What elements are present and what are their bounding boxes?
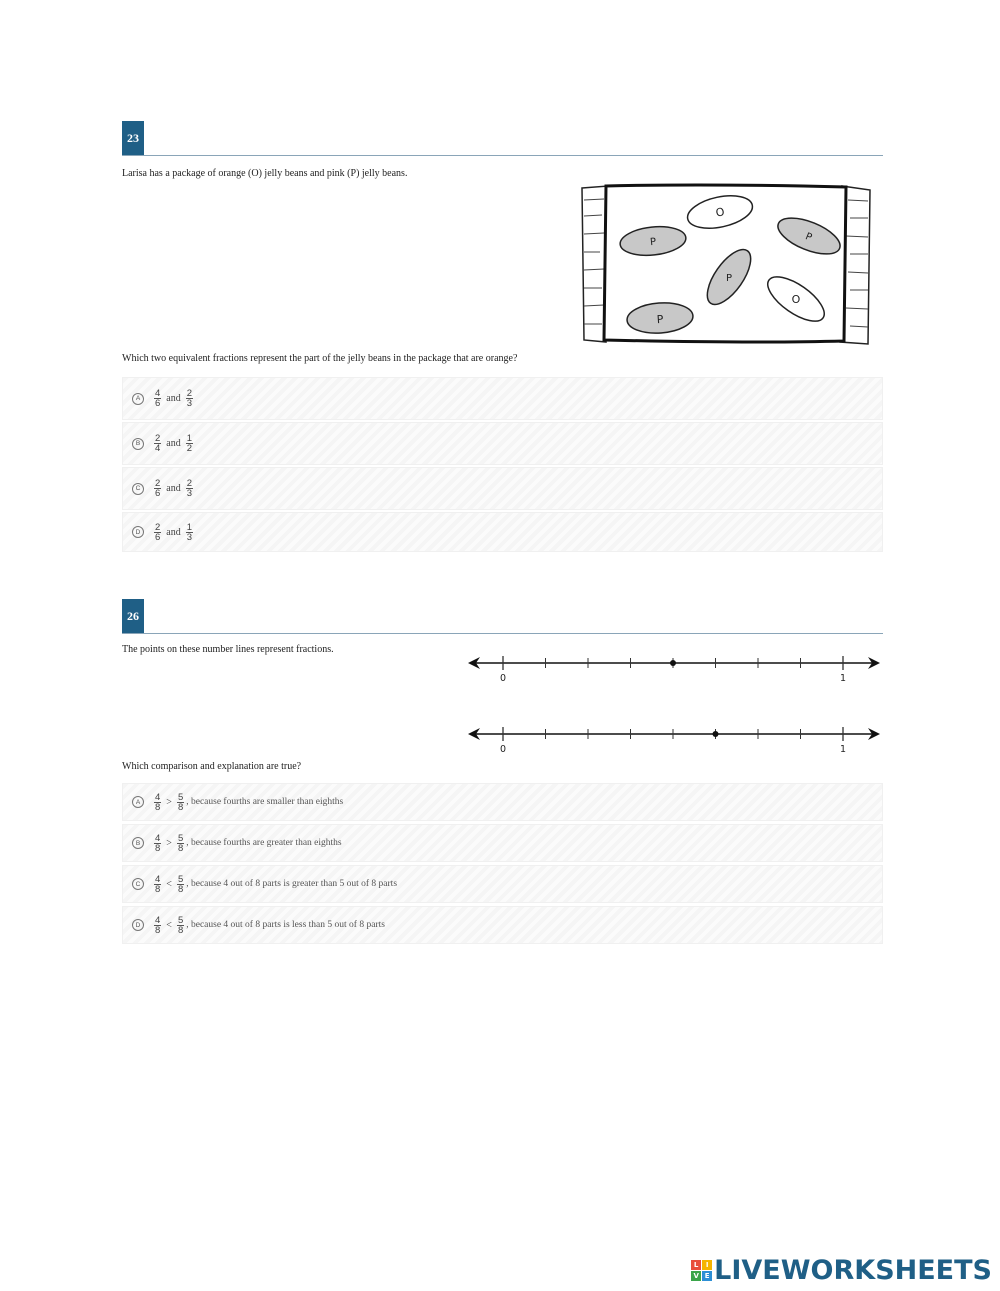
and-text: and bbox=[166, 526, 181, 538]
option-letter: D bbox=[132, 526, 144, 538]
fraction: $\frac{4}{8}$ bbox=[155, 914, 161, 936]
answer-option-c[interactable] bbox=[122, 467, 883, 510]
fraction: $\frac{2}{3}$ bbox=[186, 478, 193, 499]
number-line-point bbox=[713, 731, 719, 737]
option-letter: B bbox=[132, 837, 144, 849]
answer-option-a[interactable] bbox=[122, 377, 883, 420]
bean-label: P bbox=[725, 273, 733, 284]
fraction: $\frac{2}{6}$ bbox=[155, 521, 161, 543]
number-line-end-label: 1 bbox=[839, 673, 847, 684]
number-line-start-label: 0 bbox=[499, 744, 507, 755]
bean-label: P bbox=[803, 231, 814, 244]
answer-option-c[interactable] bbox=[122, 865, 883, 903]
number-line-1 bbox=[466, 650, 882, 686]
fraction: $\frac{5}{8}$ bbox=[177, 791, 184, 813]
answer-option-d[interactable] bbox=[122, 906, 883, 944]
jelly-bean-package bbox=[578, 182, 874, 346]
bean-label: P bbox=[656, 312, 664, 327]
explanation-text: , because fourths are smaller than eighths bbox=[186, 797, 344, 807]
bean-label: P bbox=[649, 236, 657, 249]
answer-option-a[interactable] bbox=[122, 783, 883, 821]
option-letter: C bbox=[132, 483, 144, 495]
and-text: and bbox=[166, 438, 181, 449]
option-letter: A bbox=[132, 796, 144, 808]
option-letter: B bbox=[132, 438, 144, 450]
fraction: $\frac{4}{8}$ bbox=[155, 832, 161, 854]
bean-label: O bbox=[714, 205, 726, 220]
number-line-end-label: 1 bbox=[839, 744, 847, 755]
brand-name: LIVEWORKSHEETS bbox=[714, 1254, 992, 1286]
bean-label: O bbox=[791, 293, 801, 306]
explanation-text: , because 4 out of 8 parts is greater than 5 out of 8 parts bbox=[186, 879, 398, 889]
fraction: $\frac{2}{3}$ bbox=[186, 388, 193, 409]
explanation-text: , because 4 out of 8 parts is less than 5 out of 8 parts bbox=[186, 920, 385, 930]
comparison-operator: > bbox=[166, 837, 172, 849]
answer-option-b[interactable] bbox=[122, 422, 883, 465]
question-26-prompt: The points on these number lines represent fractions. bbox=[122, 644, 334, 655]
question-number: 23 bbox=[122, 121, 144, 155]
fraction: $\frac{4}{8}$ bbox=[155, 791, 161, 813]
and-text: and bbox=[166, 483, 181, 494]
option-letter: C bbox=[132, 878, 144, 890]
comparison-operator: > bbox=[166, 796, 172, 808]
and-text: and bbox=[166, 393, 181, 404]
option-letter: A bbox=[132, 393, 144, 405]
question-23-header bbox=[122, 121, 883, 156]
question-number: 26 bbox=[122, 599, 144, 633]
number-line-start-label: 0 bbox=[499, 673, 507, 684]
liveworksheets-logo bbox=[691, 1254, 992, 1286]
fraction: $\frac{1}{2}$ bbox=[186, 433, 193, 454]
fraction: $\frac{2}{6}$ bbox=[155, 478, 161, 499]
fraction: $\frac{2}{4}$ bbox=[155, 433, 161, 454]
question-26-header bbox=[122, 599, 883, 634]
number-line-point bbox=[670, 660, 676, 666]
comparison-operator: < bbox=[166, 878, 172, 890]
fraction: $\frac{4}{8}$ bbox=[155, 873, 161, 895]
option-letter: D bbox=[132, 919, 144, 931]
logo-blocks-icon: L I V E bbox=[691, 1260, 712, 1281]
answer-option-b[interactable] bbox=[122, 824, 883, 862]
fraction: $\frac{5}{8}$ bbox=[177, 832, 184, 854]
fraction: $\frac{4}{6}$ bbox=[155, 388, 161, 409]
answer-option-d[interactable] bbox=[122, 512, 883, 552]
question-23-prompt: Larisa has a package of orange (O) jelly beans and pink (P) jelly beans. bbox=[122, 168, 408, 179]
fraction: $\frac{1}{3}$ bbox=[186, 521, 193, 543]
comparison-operator: < bbox=[166, 919, 172, 931]
question-23-question: Which two equivalent fractions represent the part of the jelly beans in the package that are orange? bbox=[122, 353, 518, 364]
explanation-text: , because fourths are greater than eighths bbox=[186, 838, 342, 848]
number-line-2 bbox=[466, 721, 882, 757]
fraction: $\frac{5}{8}$ bbox=[177, 873, 184, 895]
question-26-question: Which comparison and explanation are true? bbox=[122, 761, 302, 772]
fraction: $\frac{5}{8}$ bbox=[177, 914, 184, 936]
